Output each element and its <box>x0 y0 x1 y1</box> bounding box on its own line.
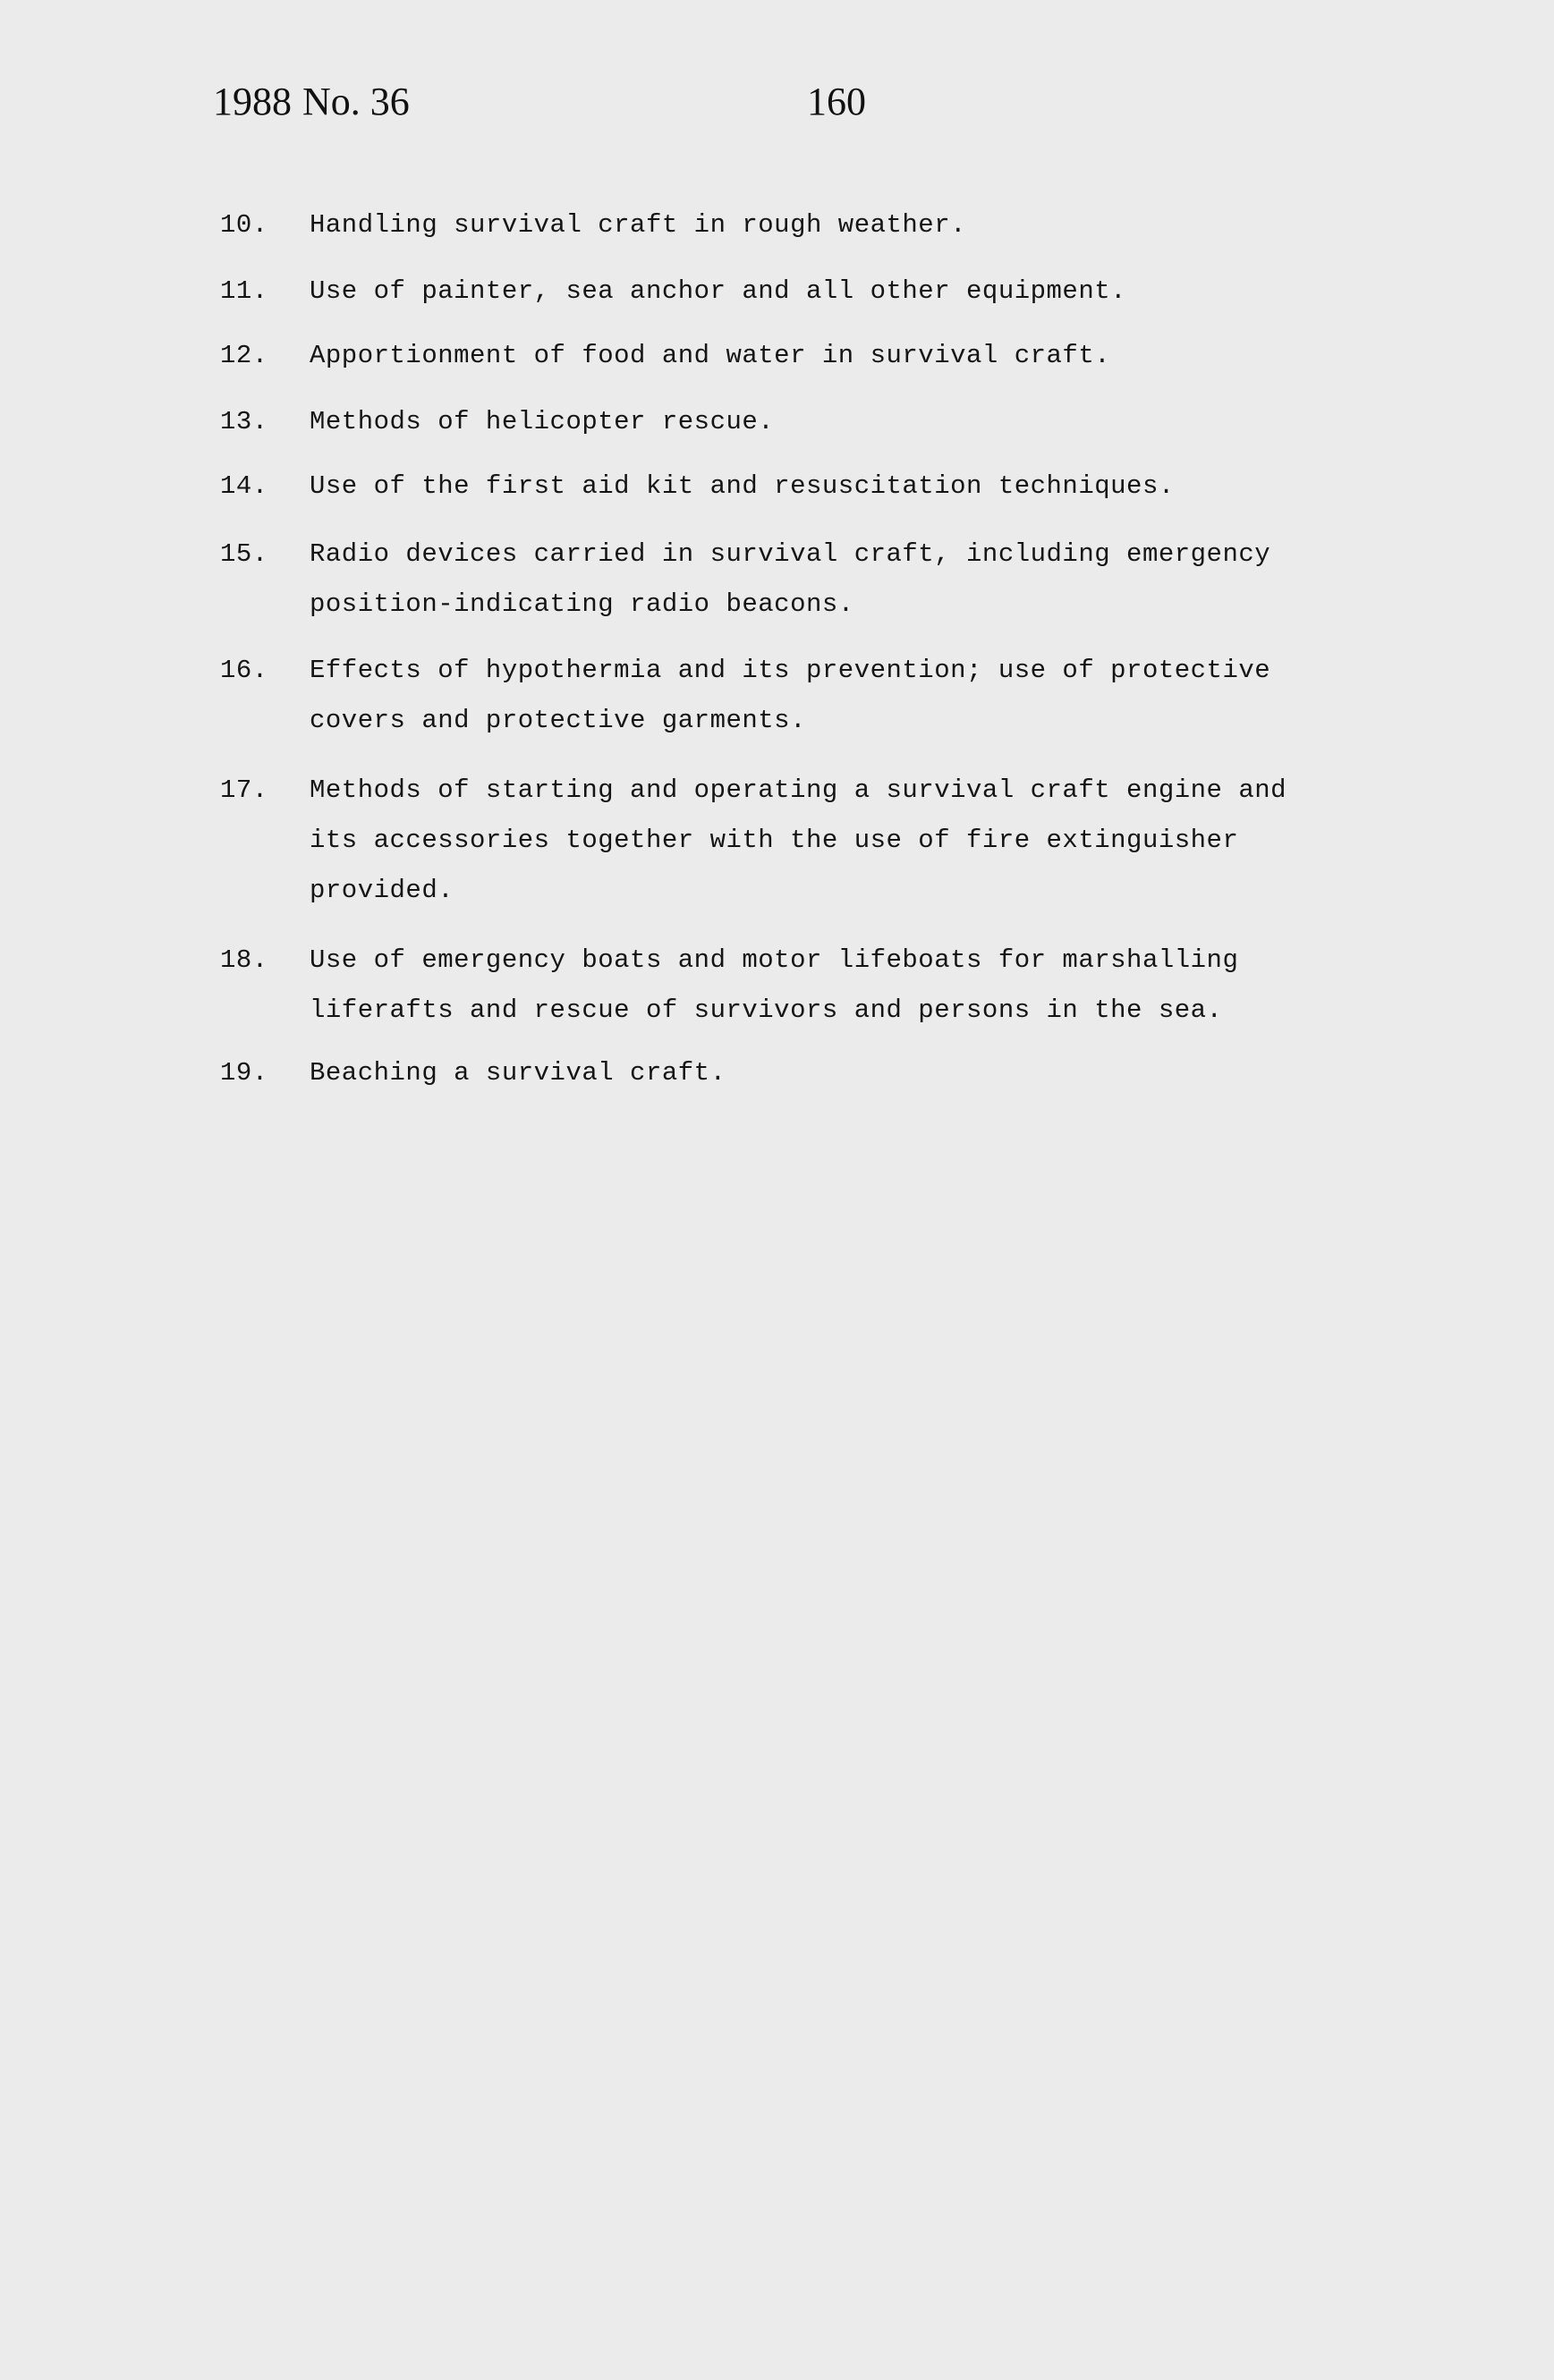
item-text-continued: provided. <box>310 876 454 905</box>
item-text: Effects of hypothermia and its prevention; use of protective <box>310 656 1271 685</box>
item-number: 10. <box>220 210 268 240</box>
item-number: 18. <box>220 945 268 975</box>
item-text: Radio devices carried in survival craft, including emergency <box>310 539 1271 569</box>
item-text: Beaching a survival craft. <box>310 1058 726 1088</box>
item-text: Methods of starting and operating a survival craft engine and <box>310 775 1287 805</box>
item-text-continued: its accessories together with the use of fire extinguisher <box>310 826 1239 855</box>
item-text-continued: liferafts and rescue of survivors and persons in the sea. <box>310 995 1223 1025</box>
page-number: 160 <box>807 80 866 123</box>
item-text-continued: covers and protective garments. <box>310 706 806 735</box>
item-number: 16. <box>220 656 268 685</box>
item-number: 19. <box>220 1058 268 1088</box>
item-number: 17. <box>220 775 268 805</box>
item-text-continued: position-indicating radio beacons. <box>310 589 854 619</box>
item-number: 14. <box>220 471 268 501</box>
item-text: Use of painter, sea anchor and all other equipment. <box>310 276 1127 306</box>
item-text: Use of emergency boats and motor lifeboats for marshalling <box>310 945 1239 975</box>
item-number: 11. <box>220 276 268 306</box>
item-number: 15. <box>220 539 268 569</box>
item-text: Apportionment of food and water in survival craft. <box>310 341 1111 370</box>
item-text: Handling survival craft in rough weather. <box>310 210 967 240</box>
header-year: 1988 <box>213 80 292 123</box>
item-text: Use of the first aid kit and resuscitation techniques. <box>310 471 1175 501</box>
header-number: No. 36 <box>302 80 410 123</box>
item-number: 12. <box>220 341 268 370</box>
item-number: 13. <box>220 407 268 436</box>
item-text: Methods of helicopter rescue. <box>310 407 775 436</box>
